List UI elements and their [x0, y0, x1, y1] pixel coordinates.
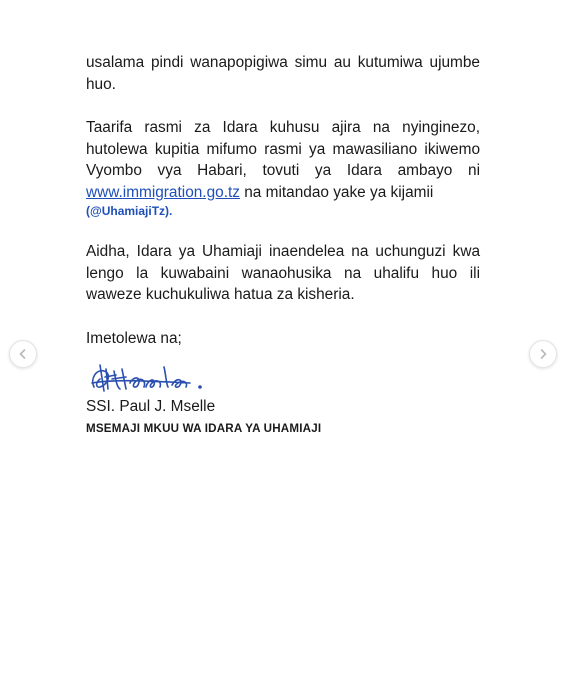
immigration-website-link[interactable]: www.immigration.go.tz [86, 183, 240, 201]
social-handle: (@UhamiajiTz). [86, 204, 173, 218]
signer-name: SSI. Paul J. Mselle [86, 398, 216, 415]
previous-slide-button[interactable] [9, 340, 37, 368]
signer-title: MSEMAJI MKUU WA IDARA YA UHAMIAJI [86, 422, 322, 435]
chevron-left-icon [17, 348, 29, 360]
paragraph-official-info-tail: na mitandao yake ya kijamii [244, 183, 434, 201]
paragraph-official-info [86, 117, 480, 219]
paragraph-safety: usalama pindi wanapopigiwa simu au kutumiwa ujumbe huo. [86, 54, 480, 93]
closing-line: Imetolewa na; [86, 329, 182, 347]
paragraph-investigation: Aidha, Idara ya Uhamiaji inaendelea na uchunguzi kwa lengo la kuwabaini wanaohusika na uhalifu huo ili waweze kuchukuliwa hatua za kisheria. [86, 243, 480, 303]
signature-image [86, 357, 216, 397]
document-page [86, 52, 480, 440]
chevron-right-icon [537, 348, 549, 360]
next-slide-button[interactable] [529, 340, 557, 368]
paragraph-official-info-text: Taarifa rasmi za Idara kuhusu ajira na nyinginezo, hutolewa kupitia mifumo rasmi ya mawasiliano ikiwemo Vyombo vya Habari, tovuti ya Idara ambayo ni [86, 119, 480, 179]
